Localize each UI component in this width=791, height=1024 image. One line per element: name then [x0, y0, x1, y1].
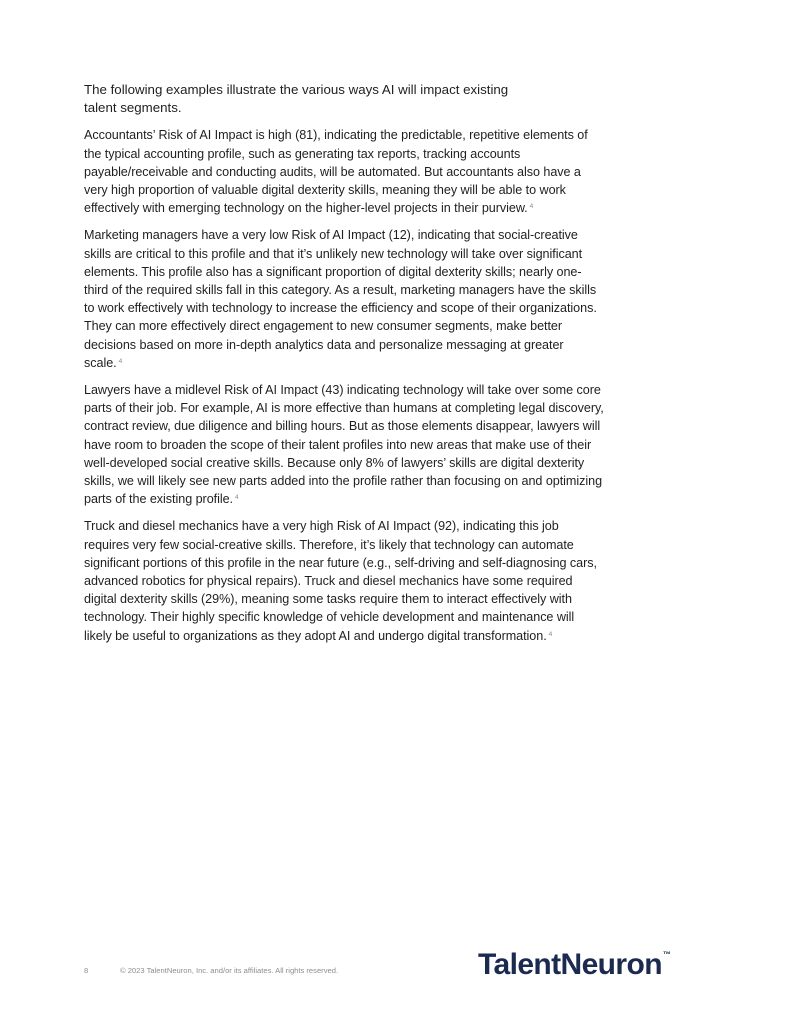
footnote-reference: 4 — [118, 357, 123, 365]
paragraph-text: Marketing managers have a very low Risk of AI Impact (12), indicating that social-creative skills are critical to this profile and that it’s unlikely new technology will take over significant elements. This profile also has a significant proportion of digital dexterity skills; nearly one-third of the required skills fall in this category. As a result, marketing managers have the skills to work effectively with technology to increase the efficiency and scope of their organizations. They can more effectively direct engagement to new consumer segments, make better decisions based on more in-depth analytics data and personalize messaging at greater scale. — [84, 228, 597, 370]
paragraph-text: Lawyers have a midlevel Risk of AI Impact (43) indicating technology will take over some core parts of their job. For example, AI is more effective than humans at completing legal discovery, contract review, due diligence and billing hours. But as those elements disappear, lawyers will have room to broaden the scope of their talent profiles into new areas that make use of their well-developed social creative skills. Because only 8% of lawyers’ skills are digital dexterity skills, we will likely see new parts added into the profile rather than focusing on and optimizing parts of the existing profile. — [84, 383, 604, 507]
paragraph-accountants — [84, 126, 604, 217]
copyright-notice: © 2023 TalentNeuron, Inc. and/or its affiliates. All rights reserved. — [120, 966, 339, 975]
paragraph-mechanics — [84, 517, 604, 644]
paragraph-marketing-managers — [84, 226, 604, 372]
footnote-reference: 4 — [235, 494, 239, 502]
logo-wordmark: TalentNeuron — [478, 948, 662, 981]
paragraph-text: Accountants’ Risk of AI Impact is high (81), indicating the predictable, repetitive elements of the typical accounting profile, such as generating tax reports, tracking accounts payable/receivable and conducting audits, will be automated. But accountants also have a very high proportion of valuable digital dexterity skills, meaning they will be able to work effectively with emerging technology on the higher-level projects in their purview. — [84, 128, 588, 216]
document-body — [84, 81, 604, 654]
trademark-symbol: ™ — [662, 950, 671, 959]
page-footer — [84, 966, 338, 975]
intro-paragraph: The following examples illustrate the various ways AI will impact existing talent segments. — [84, 82, 509, 116]
talentneuron-logo — [478, 948, 671, 982]
footnote-reference: 4 — [548, 630, 553, 638]
paragraph-text: Truck and diesel mechanics have a very high Risk of AI Impact (92), indicating this job requires very few social-creative skills. Therefore, it’s likely that technology can automate significant portions of this profile in the near future (e.g., self-driving and self-diagnosing cars, advanced robotics for physical repairs). Truck and diesel mechanics have some required digital dexterity skills (29%), meaning some tasks require them to interact effectively with technology. Their highly specific knowledge of vehicle development and maintenance will likely be useful to organizations as they adopt AI and undergo digital transformation. — [84, 519, 597, 643]
page-number: 8 — [84, 966, 89, 975]
footnote-reference: 4 — [529, 203, 534, 211]
paragraph-lawyers — [84, 381, 604, 508]
